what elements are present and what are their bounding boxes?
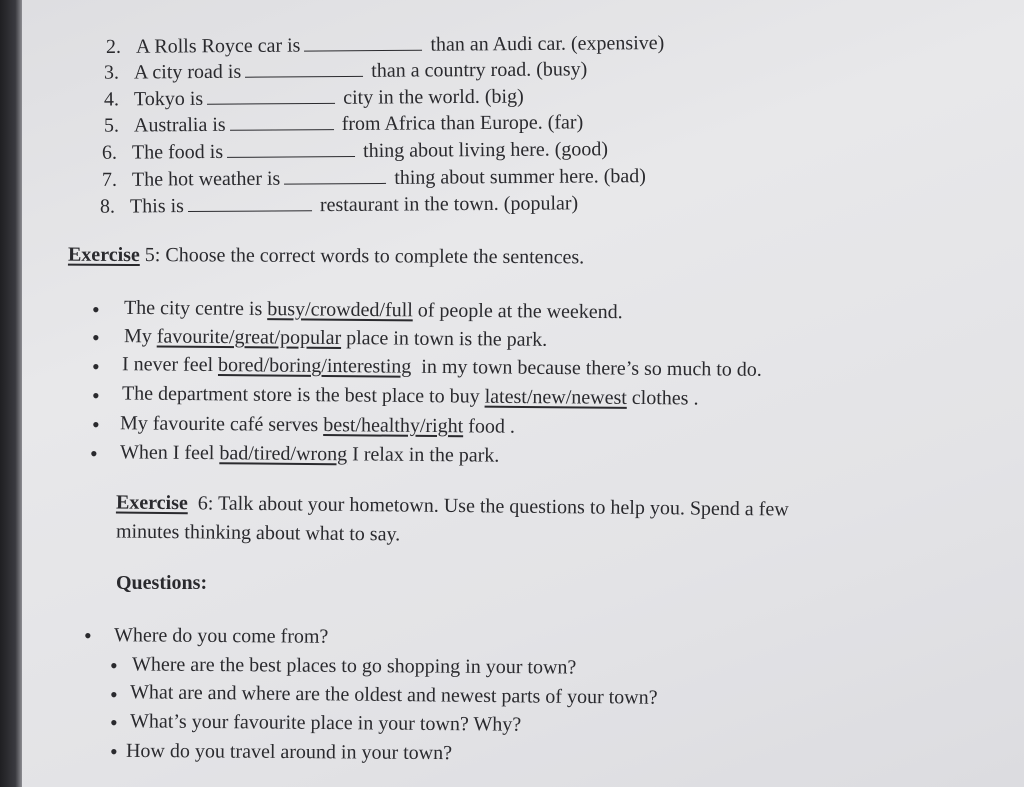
exercise4-item-7 [102, 164, 646, 192]
answer-blank[interactable] [245, 60, 363, 78]
item-text-after: from Africa than Europe. (far) [341, 111, 584, 136]
item-number: 3. [103, 61, 120, 84]
bullet-icon: • [110, 682, 118, 707]
word-options: bored/boring/interesting [217, 354, 412, 378]
item-text-after: food . [463, 415, 515, 438]
exercise5-instruction: 5: Choose the correct words to complete the sentences. [139, 244, 585, 269]
item-text-before: A Rolls Royce car is [135, 34, 301, 58]
answer-blank[interactable] [207, 87, 335, 105]
exercise4-item-5 [104, 110, 583, 137]
question-item: Where do you come from? [113, 624, 329, 648]
answer-blank[interactable] [230, 113, 334, 131]
bullet-icon: • [92, 297, 100, 322]
exercise4-item-4 [104, 85, 524, 112]
answer-blank[interactable] [188, 194, 312, 212]
bullet-icon: • [92, 383, 100, 408]
answer-blank[interactable] [227, 140, 355, 158]
exercise6-instruction-line2: minutes thinking about what to say. [115, 520, 401, 546]
item-text-before: A city road is [133, 60, 242, 84]
exercise4-item-6 [102, 137, 608, 165]
bullet-icon: • [92, 325, 100, 350]
question-item: Where are the best places to go shopping in your town? [131, 653, 577, 679]
item-number: 4. [103, 88, 120, 111]
item-number: 6. [101, 141, 118, 164]
item-text-before: My favourite café serves [119, 412, 324, 437]
question-item: What are and where are the oldest and newest parts of your town? [129, 681, 658, 709]
bullet-icon: • [92, 354, 100, 379]
bullet-icon: • [110, 653, 118, 678]
item-text-before: My [123, 325, 157, 348]
item-number: 8. [99, 195, 116, 218]
questions-heading: Questions: [116, 572, 208, 594]
exercise5-item [124, 296, 623, 324]
item-text-after: than an Audi car. (expensive) [430, 32, 665, 56]
answer-blank[interactable] [284, 167, 386, 185]
exercise6-heading [116, 490, 789, 521]
item-text-after: than a country road. (busy) [371, 58, 588, 82]
question-item: How do you travel around in your town? [125, 739, 453, 765]
item-text-before: I never feel [121, 353, 219, 377]
bullet-icon: • [110, 710, 118, 735]
bullet-icon: • [84, 623, 92, 648]
item-text-after: restaurant in the town. (popular) [319, 192, 579, 217]
item-text-after: I relax in the park. [347, 443, 500, 467]
item-text-after: place in town is the park. [341, 327, 548, 351]
bullet-icon: • [110, 739, 118, 764]
item-text-after: city in the world. (big) [343, 85, 524, 109]
item-text-after: in my town because there’s so much to do. [411, 355, 762, 381]
exercise5-label: Exercise [67, 243, 140, 267]
bullet-icon: • [90, 441, 98, 466]
exercise5-item [122, 381, 699, 410]
exercise6-label: Exercise [115, 491, 188, 515]
item-text-before: Australia is [133, 113, 226, 137]
answer-blank[interactable] [304, 34, 422, 52]
item-text-before: The food is [131, 140, 224, 164]
exercise4-item-3 [104, 57, 587, 84]
exercise5-item [124, 324, 547, 352]
exercise6-instruction: 6: Talk about your hometown. Use the questions to help you. Spend a few [187, 492, 789, 521]
item-number: 7. [101, 168, 118, 191]
item-number: 2. [105, 35, 122, 58]
exercise5-heading [68, 243, 584, 270]
item-text-after: thing about summer here. (bad) [394, 165, 646, 189]
exercise5-item [120, 440, 500, 467]
word-options: favourite/great/popular [156, 325, 342, 350]
item-text-after: clothes . [626, 386, 699, 410]
question-item: What’s your favourite place in your town? Why? [129, 710, 522, 736]
page-edge-shadow [0, 0, 22, 787]
exercise5-item [122, 352, 762, 382]
item-text-before: The hot weather is [131, 167, 281, 191]
item-text-before: The department store is the best place to buy [121, 382, 485, 408]
exercise4-item-2 [106, 31, 664, 59]
worksheet-page [22, 0, 1024, 787]
item-text-after: of people at the weekend. [412, 299, 623, 324]
item-text-after: thing about living here. (good) [363, 138, 609, 162]
item-text-before: When I feel [119, 441, 220, 465]
word-options: latest/new/newest [484, 385, 627, 409]
word-options: best/healthy/right [323, 414, 464, 438]
item-text-before: Tokyo is [133, 87, 204, 111]
word-options: busy/crowded/full [267, 298, 413, 322]
word-options: bad/tired/wrong [219, 442, 348, 466]
item-text-before: The city centre is [123, 296, 268, 321]
item-text-before: This is [129, 195, 184, 218]
item-number: 5. [103, 114, 120, 137]
exercise4-item-8 [100, 191, 578, 218]
bullet-icon: • [92, 412, 100, 437]
exercise5-item [120, 411, 515, 438]
